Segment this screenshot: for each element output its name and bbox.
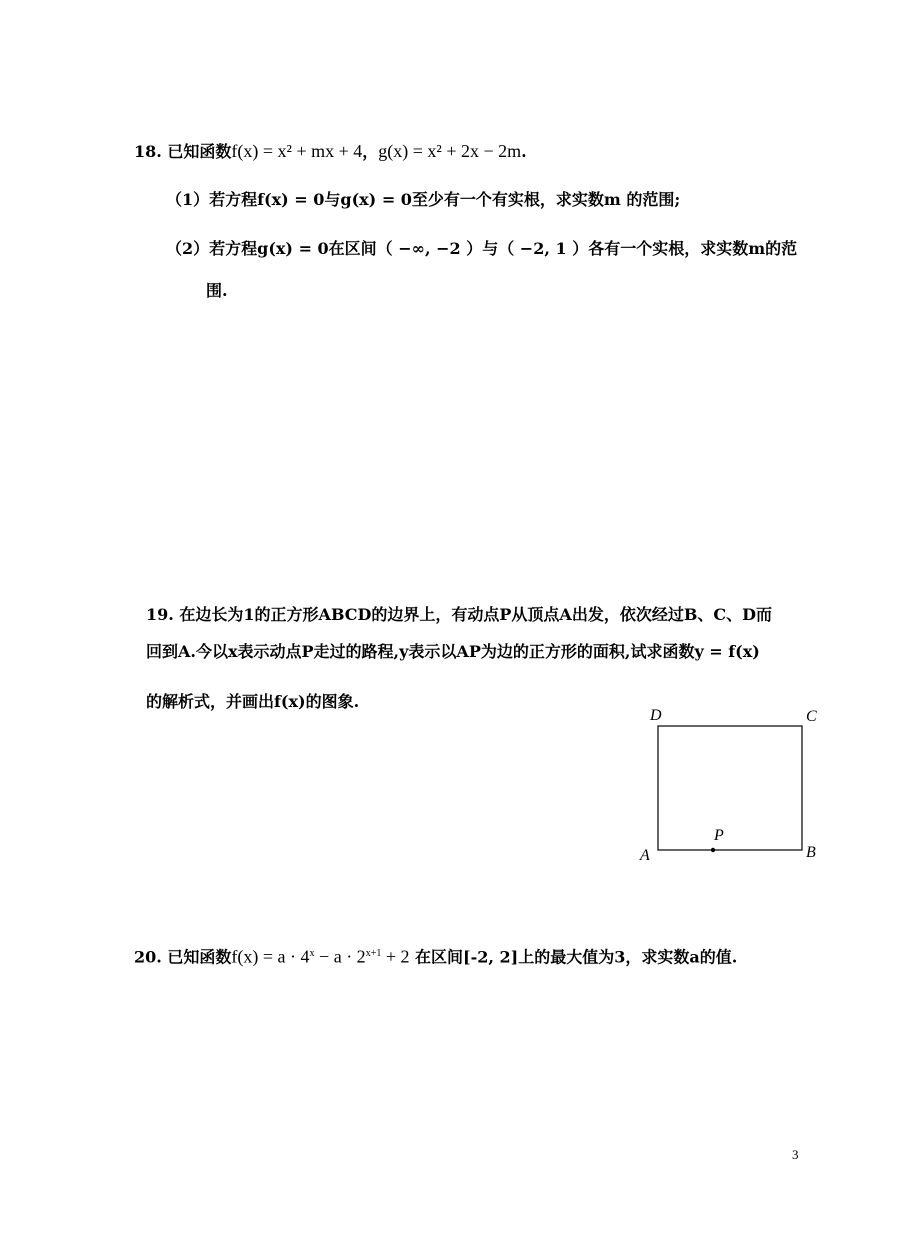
q18-g-definition: g(x) = x² + 2x − 2m <box>378 141 522 161</box>
q18-stem <box>134 141 527 162</box>
q18-part2-line1: （2）若方程g(x) = 0在区间（ −∞, −2 ）与（ −2, 1 ）各有一个实根，求实数m的范 <box>166 239 798 258</box>
q18-end: . <box>521 142 527 161</box>
q20-f-definition: f(x) = a · 4 <box>231 946 310 967</box>
page-number: 3 <box>792 1147 799 1162</box>
q20-stem-prefix: 20. 已知函数 <box>134 947 232 967</box>
q18-part2-line2: 围. <box>206 281 228 300</box>
q18-separator: ， <box>362 142 379 161</box>
label-b: B <box>806 844 816 861</box>
label-a: A <box>640 847 650 864</box>
q20-exponent-x: x <box>309 948 315 959</box>
q19-line3: 的解析式，并画出f(x)的图象. <box>146 692 360 711</box>
label-p: P <box>714 827 724 844</box>
q20-middle-term: − a · 2 <box>314 946 366 967</box>
q18-f-definition: f(x) = x² + mx + 4 <box>231 141 363 161</box>
q20-exponent-x-plus-1: x+1 <box>365 948 382 959</box>
label-c: C <box>806 708 817 725</box>
q19-line1: 19. 在边长为1的正方形ABCD的边界上，有动点P从顶点A出发，依次经过B、C、D而 <box>146 605 772 624</box>
square-abcd-figure <box>636 702 836 868</box>
q20-rest: 在区间[-2, 2]上的最大值为3，求实数a的值. <box>409 947 738 967</box>
q20-stem <box>134 944 737 967</box>
label-d: D <box>650 707 662 724</box>
q20-constant: + 2 <box>381 946 410 967</box>
q19-line2: 回到A.今以x表示动点P走过的路程,y表示以AP为边的正方形的面积,试求函数y = f(x) <box>146 642 760 661</box>
point-p <box>711 848 715 852</box>
square-outline <box>658 726 802 850</box>
q18-part1: （1）若方程f(x) = 0与g(x) = 0至少有一个有实根，求实数m 的范围; <box>166 190 681 209</box>
q18-stem-prefix: 18. 已知函数 <box>134 142 232 161</box>
